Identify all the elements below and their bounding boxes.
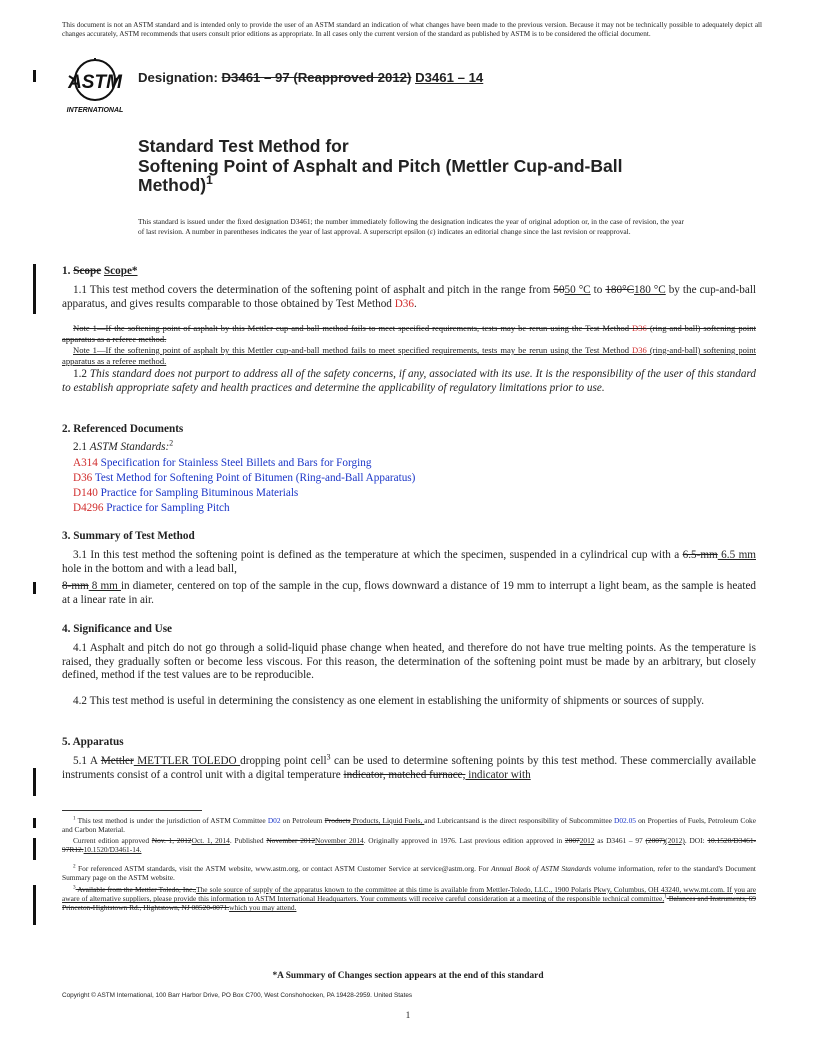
section-2-heading: 2. Referenced Documents: [62, 423, 184, 435]
change-bar: [33, 818, 36, 828]
footnote-3: $^3$ Available from the Mettler Toledo, Inc.,The sole source of supply of the apparatus known to the committee at this time is available from Mettler-Toledo, LLC., 1900 Polaris Pkwy, Columbus, OH 43240, www.mt.com. If you are aware of alternative suppliers, please provide this information to ASTM International Headquarters. Your comments will receive careful consideration at a meeting of the responsible technical committee,$^1$ Balances and Instruments, 69 Princeton-Hightstown Rd., Hightstown, NJ 08520-0071.which you may attend.: [62, 884, 757, 913]
issued-note: This standard is issued under the fixed designation D3461; the number immediately following the designation indicates the year of original adoption or, in the case of revision, the year of last revision. A number in parentheses indicates the year of last approval. A superscript epsilon (ε) indicates an editorial change since the last revision or reapproval.: [138, 217, 684, 236]
change-bar: [33, 70, 36, 82]
document-title: Standard Test Method for Softening Point of Asphalt and Pitch (Mettler Cup-and-Ball Method)$^1$: [138, 136, 623, 195]
footnote-1: $^1$ This test method is under the jurisdiction of ASTM Committee D02 on Petroleum Products Products, Liquid Fuels, and Lubricantsand is the direct responsibility of Subcommittee D02.05 on Properties of Fuels, Petroleum Coke and Carbon Material.: [62, 815, 756, 835]
para-1-2: 1.2 This standard does not purport to address all of the safety concerns, if any, associated with its use. It is the responsibility of the user of this standard to establish appropriate safety and health practices and determine the applicability of regulatory limitations prior to use.: [62, 368, 756, 394]
designation-new: D3461 – 14: [415, 70, 484, 85]
section-5-heading: 5. Apparatus: [62, 736, 124, 748]
change-bar: [33, 768, 36, 796]
para-1-1: 1.1 This test method covers the determination of the softening point of asphalt and pitch in the range from 5050 °C to 180°C180 °C by the cup-and-ball apparatus, and gives results comparable to those obtained by Test Method D36.: [62, 284, 757, 310]
logo-subtext: INTERNATIONAL: [66, 107, 124, 114]
link-d02-05[interactable]: D02.05: [614, 816, 636, 825]
note-1-new: Note 1—If the softening point of asphalt by this Mettler cup-and-ball method fails to meet specified requirements, tests may be rerun using the Test Method D36 (ring-and-ball) softening point apparatus as a referee method.: [62, 345, 756, 366]
note-1-old: Note 1—If the softening point of asphalt by this Mettler cup-and-ball method fails to meet specified requirements, tests may be rerun using the Test Method D36 (ring-and-ball) softening point apparatus as a referee method.: [62, 323, 756, 344]
change-bar: [33, 264, 36, 314]
ref-d4296[interactable]: D4296 Practice for Sampling Pitch: [73, 502, 230, 514]
change-bar: [33, 885, 36, 925]
designation: Designation: D3461 – 97 (Reapproved 2012) D3461 – 14: [138, 70, 484, 85]
footnote-1-edition: Current edition approved Nov. 1, 2012Oct. 1, 2014. Published November 2012November 2014. Originally approved in 1976. Last previous edition approved in 20072012 as D3461 – 97 (2007)(2012). DOI: 10.1520/D3461-97R12.10.1520/D3461-14.: [62, 836, 756, 855]
designation-old: D3461 – 97 (Reapproved 2012): [221, 70, 412, 85]
para-3-1b: 8-mm 8 mm in diameter, centered on top of the sample in the cup, flows downward a distance of 19 mm to interrupt a light beam, as the sample is heated at a linear rate in air.: [62, 580, 756, 606]
section-3-heading: 3. Summary of Test Method: [62, 530, 195, 542]
link-d36[interactable]: D36: [394, 297, 414, 310]
summary-of-changes-notice: *A Summary of Changes section appears at the end of this standard: [272, 971, 544, 981]
para-2-1: 2.1 ASTM Standards:$^2$: [73, 438, 174, 453]
section-4-heading: 4. Significance and Use: [62, 623, 173, 635]
para-4-2: 4.2 This test method is useful in determining the consistency as one element in establishing the uniformity of shipments or sources of supply.: [73, 695, 705, 707]
astm-logo: [61, 58, 129, 115]
ref-d140[interactable]: D140 Practice for Sampling Bituminous Materials: [73, 487, 299, 499]
para-3-1a: 3.1 In this test method the softening point is defined as the temperature at which the specimen, suspended in a cylindrical cup with a 6.5-mm 6.5 mm hole in the bottom and with a lead ball,: [62, 549, 756, 575]
change-bar: [33, 582, 36, 594]
change-bar: [33, 838, 36, 860]
link-d36[interactable]: D36: [632, 345, 647, 355]
copyright: Copyright © ASTM International, 100 Barr Harbor Drive, PO Box C700, West Conshohocken, PA 19428-2959. United States: [62, 992, 413, 999]
footnote-2: $^2$ For referenced ASTM standards, visit the ASTM website, www.astm.org, or contact ASTM Customer Service at service@astm.org. For Annual Book of ASTM Standards volume information, refer to the standard's Document Summary page on the ASTM website.: [62, 863, 756, 883]
link-d36[interactable]: D36: [632, 323, 647, 333]
ref-a314[interactable]: A314 Specification for Stainless Steel Billets and Bars for Forging: [73, 457, 372, 469]
para-5-1: 5.1 A Mettler METTLER TOLEDO dropping point cell$^3$ can be used to determine softening points by this test method. These commercially available instruments consist of a control unit with a digital temperature indicator, matched furnace, indicator with: [62, 752, 757, 781]
ref-d36[interactable]: D36 Test Method for Softening Point of Bitumen (Ring-and-Ball Apparatus): [73, 472, 416, 484]
link-d02[interactable]: D02: [267, 816, 281, 825]
disclaimer-note: This document is not an ASTM standard and is intended only to provide the user of an ASTM standard an indication of what changes have been made to the previous version. Because it may not be technically possible to adequately depict all changes accurately, ASTM recommends that users consult prior editions as appropriate. In all cases only the current version of the standard as published by ASTM is to be considered the official document.: [62, 21, 762, 38]
footnote-rule: [62, 810, 202, 811]
page-number: 1: [405, 1011, 411, 1021]
section-1-heading: 1. Scope Scope*: [62, 265, 138, 277]
logo-text: ASTM: [68, 72, 122, 93]
para-4-1: 4.1 Asphalt and pitch do not go through a solid-liquid phase change when heated, and therefore do not have true melting points. As the temperature is raised, they gradually soften or become less viscous. For this reason, the determination of the softening point must be made by an arbitrary, but closely defined, method if the test values are to be reproducible.: [62, 642, 756, 682]
